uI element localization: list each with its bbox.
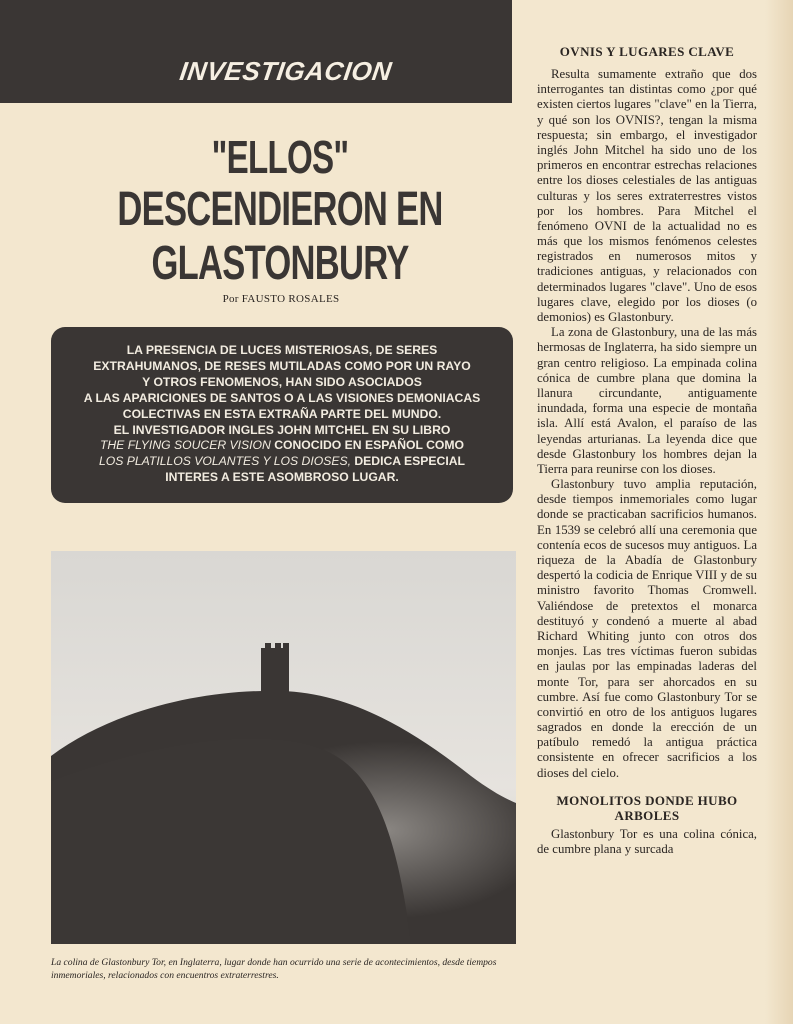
book-title-spanish: LOS PLATILLOS VOLANTES Y LOS DIOSES, — [99, 454, 351, 469]
glastonbury-tor-photo — [51, 551, 516, 944]
lead-line: INTERES A ESTE ASOMBROSO LUGAR. — [165, 470, 399, 485]
lead-line: LA PRESENCIA DE LUCES MISTERIOSAS, DE SERES — [126, 343, 438, 357]
book-title: THE FLYING SOUCER VISION — [99, 438, 271, 453]
lead-line: COLECTIVAS EN ESTA EXTRAÑA PARTE DEL MUNDO. — [122, 406, 442, 421]
lead-line: EXTRAHUMANOS, DE RESES MUTILADAS COMO POR UN RAYO — [93, 358, 471, 373]
section-label: INVESTIGACION — [177, 56, 394, 86]
lead-line — [59, 454, 505, 470]
subheading-ovnis: OVNIS Y LUGARES CLAVE — [559, 44, 735, 59]
article-paragraph: Glastonbury Tor es una colina cónica, de cumbre plana y surcada — [537, 826, 757, 856]
section-banner — [0, 0, 512, 103]
lead-line — [59, 438, 505, 454]
lead-box — [51, 327, 513, 503]
lead-line: EL INVESTIGADOR INGLES JOHN MITCHEL EN SU LIBRO — [113, 422, 451, 437]
photo-caption: La colina de Glastonbury Tor, en Inglaterra, lugar donde han ocurrido una serie de acontecimientos, desde tiempos inmemoriales, relacionados con encuentros extraterrestres. — [51, 957, 497, 981]
headline-line-1: "ELLOS" — [211, 131, 349, 183]
article-paragraph: Resulta sumamente extraño que dos interrogantes tan distintas como ¿por qué existen ciertos lugares "clave" en la Tierra, y qué son los OVNIS?, tengan la misma respuesta; sin embargo, el investigador inglés John Mitchel ha sido uno de los primeros en encontrar estrechas relaciones entre los dioses celestiales de las antiguas culturas y los seres extraterrestres vistos por los hombres. Para Mitchel el fenómeno OVNI de la actualidad no es más que los mismos fenómenos celestes registrados en numerosos mitos y tradiciones antiguas, y relacionados con determinados lugares "clave". Uno de esos lugares clave, elegido por los dioses (o demonios) es Glastonbury. — [537, 67, 757, 324]
headline-line-2: DESCENDIERON EN — [117, 183, 443, 236]
headline-line-3: GLASTONBURY — [151, 237, 409, 290]
subheading-monolitos: MONOLITOS DONDE HUBO ARBOLES — [556, 792, 738, 823]
byline: Por FAUSTO ROSALES — [222, 293, 340, 305]
article-column — [537, 44, 757, 857]
article-paragraph: Glastonbury tuvo amplia reputación, desde tiempos inmemoriales como lugar donde se practicaban sacrificios humanos. En 1539 se celebró allí una ceremonia que contenía ecos de sucesos muy antiguos. La riqueza de la Abadía de Glastonbury despertó la codicia de Enrique VIII y de su ministro favorito Thomas Cromwell. Valiéndose de pretextos el monarca destituyó y condenó a muerte al abad Richard Whiting junto con otros dos monjes. Las tres víctimas fueron subidas en jaulas por las empinadas laderas del monte Tor, para ser ahorcados en su cumbre. Así fue como Glastonbury Tor se convirtió en otro de los antiguos lugares sagrados en donde la erección de un patíbulo remedó la antigua práctica consistente en ofrecer sacrificios a los dioses del cielo. — [537, 477, 757, 780]
lead-line: Y OTROS FENOMENOS, HAN SIDO ASOCIADOS — [142, 374, 422, 389]
lead-text: DEDICA ESPECIAL — [350, 454, 465, 469]
paper-edge-shading — [765, 0, 793, 1024]
article-paragraph: La zona de Glastonbury, una de las más hermosas de Inglaterra, ha sido siempre un gran centro religioso. La empinada colina cónica de cumbre plana que domina la llanura circundante, antiguamente inundada, forma una especie de montaña isla. Allí está Avalon, el paraíso de las leyendas arturianas. La leyenda dice que desde Glastonbury los hombres dejan la Tierra para reunirse con los dioses. — [537, 325, 757, 476]
lead-line: A LAS APARICIONES DE SANTOS O A LAS VISIONES DEMONIACAS — [83, 390, 481, 405]
lead-text: CONOCIDO EN ESPAÑOL COMO — [270, 438, 465, 453]
